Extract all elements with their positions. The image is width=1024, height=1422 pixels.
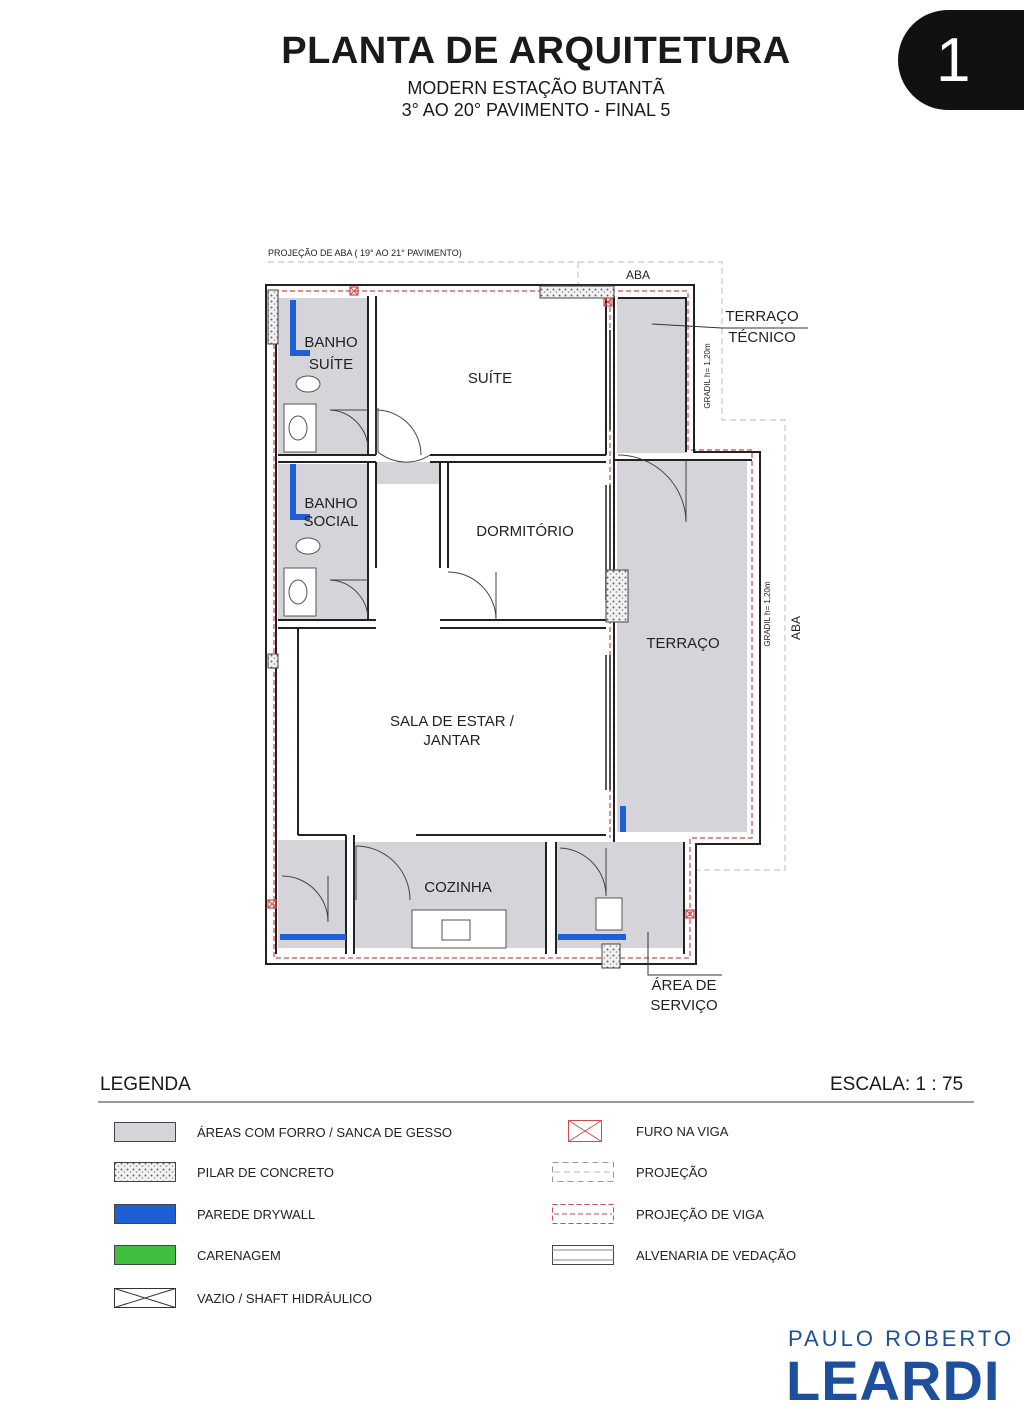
banho-suite-label-2: SUÍTE [308, 356, 354, 373]
legend-item-label: PAREDE DRYWALL [197, 1207, 316, 1222]
terraco-tecnico-label: TERRAÇO [725, 308, 799, 325]
brand-tagline: PAULO ROBERTO [788, 1326, 1015, 1351]
banho-social-label: BANHO [304, 495, 358, 512]
ceiling-areas [278, 298, 747, 948]
gradil-label-2: GRADIL h= 1,20m [763, 581, 772, 647]
project-name: MODERN ESTAÇÃO BUTANTÃ [407, 78, 665, 98]
sala-label-2: JANTAR [423, 732, 481, 749]
brand-logo: LEARDI [786, 1349, 1001, 1412]
suite-label: SUÍTE [467, 370, 513, 387]
legend-divider [98, 1101, 974, 1103]
legend-item-label: ALVENARIA DE VEDAÇÃO [636, 1248, 797, 1263]
legend-title: LEGENDA [100, 1074, 191, 1095]
legend-item-label: PILAR DE CONCRETO [197, 1165, 335, 1180]
banho-suite-label: BANHO [304, 334, 358, 351]
aba-side-label: ABA [789, 615, 803, 641]
gradil-label: GRADIL h= 1,20m [703, 343, 712, 409]
banho-social-label-2: SOCIAL [303, 513, 359, 530]
legend-item-label: VAZIO / SHAFT HIDRÁULICO [197, 1291, 373, 1306]
masonry-swatch [552, 1245, 614, 1265]
floor-info: 3° AO 20° PAVIMENTO - FINAL 5 [401, 100, 671, 120]
terraco-label: TERRAÇO [646, 635, 720, 652]
scale-label: ESCALA: 1 : 75 [830, 1074, 964, 1095]
concrete-swatch [114, 1162, 176, 1182]
windows [606, 330, 610, 790]
drywall-swatch [114, 1204, 176, 1224]
legend-item-label: CARENAGEM [197, 1248, 281, 1263]
dormitorio-label: DORMITÓRIO [476, 523, 574, 540]
cozinha-label: COZINHA [424, 879, 492, 896]
area-servico-label-2: SERVIÇO [650, 997, 718, 1014]
beam-hole-swatch [568, 1120, 602, 1142]
aba-projection-label: PROJEÇÃO DE ABA ( 19° AO 21° PAVIMENTO) [268, 248, 462, 258]
terraco-tecnico-label-2: TÉCNICO [728, 329, 796, 346]
sala-label: SALA DE ESTAR / [390, 713, 514, 730]
projection-swatch [552, 1162, 614, 1182]
carenagem-swatch [114, 1245, 176, 1265]
beam-projection-swatch [552, 1204, 614, 1224]
area-servico-label: ÁREA DE [651, 977, 717, 994]
shaft-swatch [114, 1288, 176, 1308]
legend-item-label: PROJEÇÃO DE VIGA [636, 1207, 764, 1222]
legend-item-label: PROJEÇÃO [636, 1165, 708, 1180]
page-title: PLANTA DE ARQUITETURA [281, 30, 791, 72]
aba-top-label: ABA [626, 268, 651, 282]
sheet-number: 1 [936, 25, 971, 95]
legend-item-label: ÁREAS COM FORRO / SANCA DE GESSO [197, 1125, 452, 1140]
ceiling-swatch [114, 1122, 176, 1142]
legend-item-label: FURO NA VIGA [636, 1124, 729, 1139]
